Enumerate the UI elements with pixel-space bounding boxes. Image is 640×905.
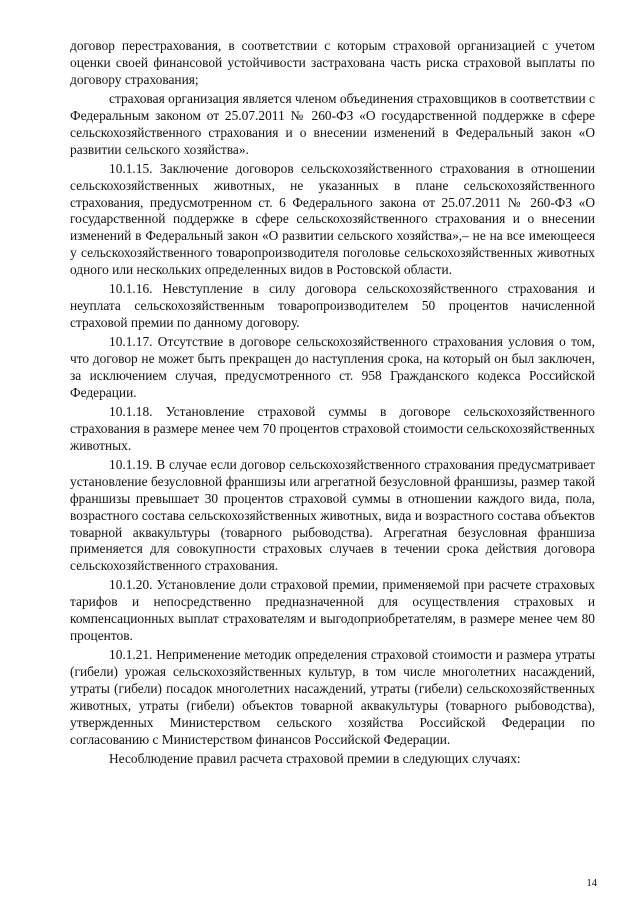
document-page: [70, 38, 595, 770]
paragraph-10-1-19: 10.1.19. В случае если договор сельскохозяйственного страхования предусматривает установление безусловной франшизы или агрегатной безусловной франшизы, размер такой франшизы превышает 30 процентов страховой суммы в отношении каждого вида, пола, возрастного состава сельскохозяйственных животных, вида и возрастного состава объектов товарной аквакультуры (товарного рыбоводства). Агрегатная безусловная франшиза применяется для совокупности страховых случаев в течении срока действия договора сельскохозяйственного страхования.: [70, 456, 595, 574]
paragraph-10-1-17: 10.1.17. Отсутствие в договоре сельскохозяйственного страхования условия о том, что договор не может быть прекращен до наступления срока, на который он был заключен, за исключением случая, предусмотренного ст. 958 Гражданского кодекса Российской Федерации.: [70, 334, 595, 400]
paragraph-10-1-16: 10.1.16. Невступление в силу договора сельскохозяйственного страхования и неуплата сельскохозяйственным товаропроизводителем 50 процентов начисленной страховой премии по данному договору.: [70, 281, 595, 331]
paragraph-10-1-18: 10.1.18. Установление страховой суммы в договоре сельскохозяйственного страхования в размере менее чем 70 процентов страховой стоимости сельскохозяйственных животных.: [70, 403, 595, 453]
paragraph-reinsurance-contract: договор перестрахования, в соответствии с которым страховой организацией с учетом оценки своей финансовой устойчивости застрахована часть риска страховой выплаты по договору страхования;: [70, 38, 595, 87]
paragraph-10-1-21: 10.1.21. Неприменение методик определения страховой стоимости и размера утраты (гибели) урожая сельскохозяйственных культур, в том числе многолетних насаждений, утраты (гибели) посадок многолетних насаждений, утраты (гибели) сельскохозяйственных животных, утраты (гибели) объектов товарной аквакультуры (товарного рыбоводства), утвержденных Министерством сельского хозяйства Российской Федерации по согласованию с Министерством финансов Российской Федерации.: [70, 647, 595, 747]
paragraph-insurer-association-member: страховая организация является членом объединения страховщиков в соответствии с Федеральным законом от 25.07.2011 № 260-ФЗ «О государственной поддержке в сфере сельскохозяйственного страхования и о внесении изменений в Федеральный закон «О развитии сельского хозяйства».: [70, 90, 595, 157]
paragraph-10-1-20: 10.1.20. Установление доли страховой премии, применяемой при расчете страховых тарифов и непосредственно предназначенной для осуществления страховых и компенсационных выплат страхователям и выгодоприобретателям, в размере менее чем 80 процентов.: [70, 577, 595, 644]
paragraph-10-1-15: 10.1.15. Заключение договоров сельскохозяйственного страхования в отношении сельскохозяйственных животных, не указанных в плане сельскохозяйственного страхования, предусмотренном ст. 6 Федерального закона от 25.07.2011 № 260-ФЗ «О государственной поддержке в сфере сельскохозяйственного страхования и о внесении изменений в Федеральный закон «О развитии сельского хозяйства»,– не на все имеющееся у сельскохозяйственного товаропроизводителя поголовье сельскохозяйственных животных одного или нескольких определенных видов в Ростовской области.: [70, 160, 595, 278]
page-number: 14: [586, 878, 597, 889]
paragraph-premium-calculation-rules: Несоблюдение правил расчета страховой премии в следующих случаях:: [109, 750, 521, 766]
